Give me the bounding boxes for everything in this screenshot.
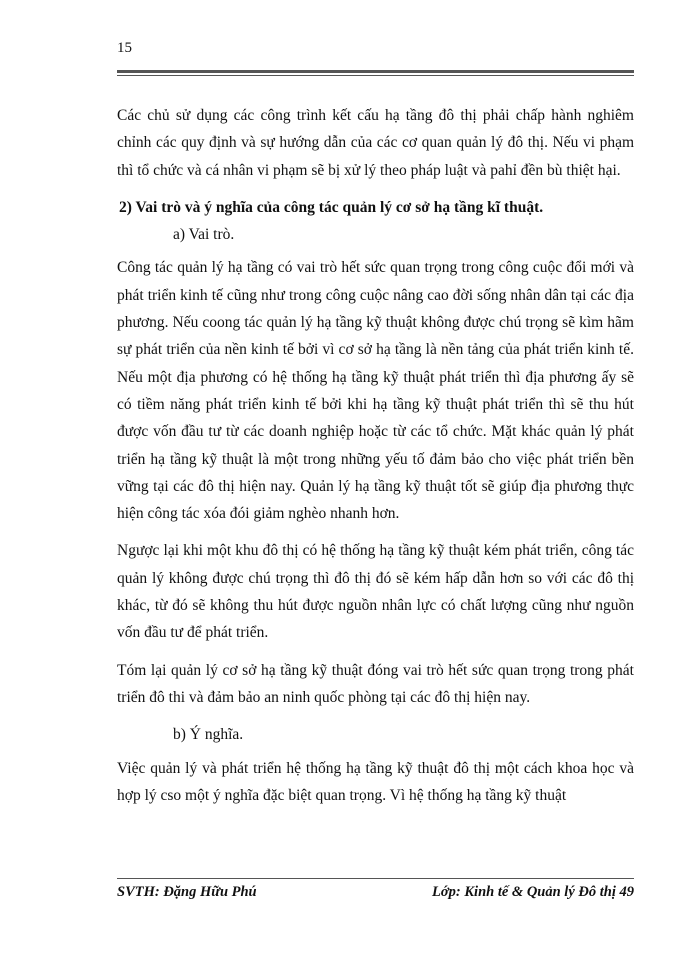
paragraph-meaning: Việc quản lý và phát triển hệ thống hạ tầng kỹ thuật đô thị một cách khoa học và hợp lý cso một ý nghĩa đặc biệt quan trọng. Vì hệ thống hạ tầng kỹ thuật [117,759,634,804]
header-rule [117,70,634,76]
footer-rule [117,878,634,879]
paragraph-intro: Các chủ sử dụng các công trình kết cấu hạ tầng đô thị phải chấp hành nghiêm chỉnh các quy định và sự hướng dẫn của các cơ quan quản lý đô thị. Nếu vi phạm thì tổ chức và cá nhân vi phạm sẽ bị xử lý theo pháp luật và pahỉ đền bù thiệt hại. [117,107,634,179]
paragraph-summary: Tóm lại quản lý cơ sở hạ tầng kỹ thuật đóng vai trò hết sức quan trọng trong phát triển đô thi và đảm bảo an ninh quốc phòng tại các đô thị hiện nay. [117,661,634,706]
section-heading: 2) Vai trò và ý nghĩa của công tác quản lý cơ sở hạ tầng kĩ thuật. [119,198,544,216]
document-body [117,102,634,819]
footer-author: SVTH: Đặng Hữu Phú [117,884,257,900]
subheading-role: a) Vai trò. [173,226,235,244]
footer-class: Lớp: Kinh tế & Quản lý Đô thị 49 [432,884,634,900]
subheading-meaning: b) Ý nghĩa. [173,726,244,744]
paragraph-contrast: Ngược lại khi một khu đô thị có hệ thống hạ tầng kỹ thuật kém phát triển, công tác quản lý không được chú trọng thì đô thị đó sẽ kém hấp dẫn hơn so với các đô thị khác, từ đó sẽ không thu hút được nguồn nhân lực có chất lượng cũng như nguồn vốn đầu tư để phát triển. [117,542,634,642]
paragraph-role: Công tác quản lý hạ tầng có vai trò hết sức quan trọng trong công cuộc đổi mới và phát triển kinh tế cũng như trong công cuộc nâng cao đời sống nhân dân tại các địa phương. Nếu coong tác quản lý hạ tầng kỹ thuật không được chú trọng sẽ kìm hãm sự phát triển của nền kinh tế bởi vì cơ sở hạ tầng là nền tảng của phát triển kinh tế. Nếu một địa phương có hệ thống hạ tầng kỹ thuật phát triển thì địa phương ấy sẽ có tiềm năng phát triển kinh tế bởi khi hạ tầng kỹ thuật phát triển thì sẽ thu hút được vốn đầu tư từ các doanh nghiệp hoặc từ các tổ chức. Mặt khác quản lý phát triển hạ tầng kỹ thuật là một trong những yếu tố đảm bảo cho việc phát triển bền vững tại các đô thị hiện nay. Quản lý hạ tầng kỹ thuật tốt sẽ giúp địa phương thực hiện công tác xóa đói giảm nghèo nhanh hơn. [117,259,634,523]
page-number: 15 [117,40,132,56]
